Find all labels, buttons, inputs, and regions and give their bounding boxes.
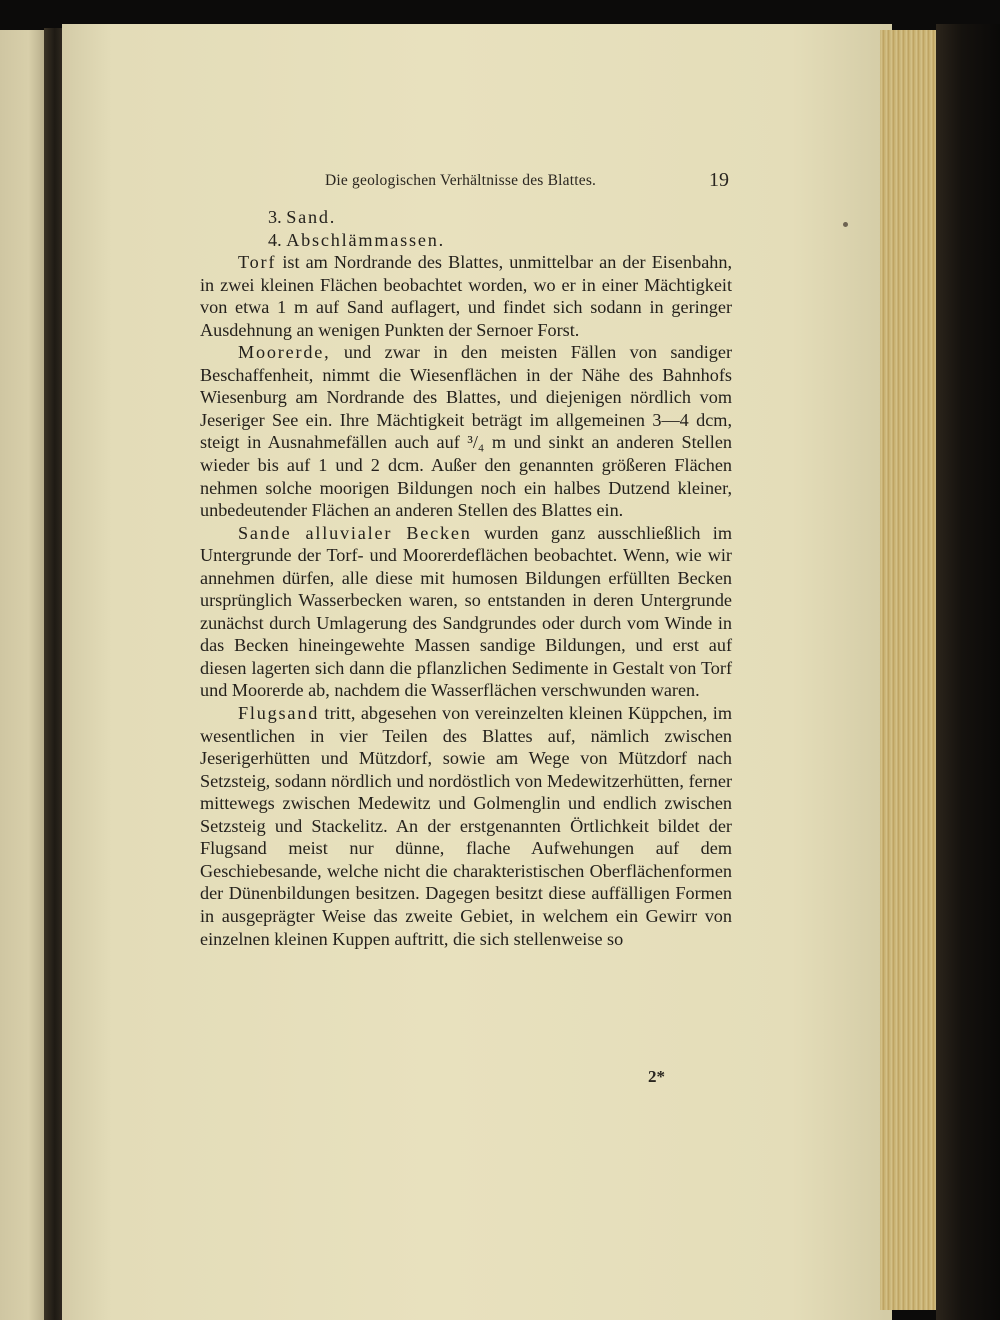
page-block-edge xyxy=(880,30,942,1310)
paragraph-flugsand xyxy=(200,702,732,950)
paragraph-lead: Flugsand xyxy=(238,703,320,724)
list-item xyxy=(200,229,732,252)
list-item-label: Abschlämmassen. xyxy=(286,229,446,250)
list-item-number: 4. xyxy=(268,229,282,250)
paragraph-moorerde xyxy=(200,341,732,521)
paragraph-torf xyxy=(200,251,732,341)
paragraph-lead: Moorerde, xyxy=(238,342,331,363)
signature-mark: 2* xyxy=(648,1067,665,1086)
paragraph-sande xyxy=(200,522,732,702)
paragraph-text: und zwar in den meisten Fällen von sandiger Beschaffenheit, nimmt die Wiesenflächen in der Nähe des Bahnhofs Wiesenburg am Nordrande des Blattes, und diejenigen nördlich vom Jeseriger See ein. Ihre Mächtigkeit beträgt im allgemeinen 3—4 dcm, steigt in Ausnahmefällen auch auf ³/₄ m und sinkt an anderen Stellen wieder bis auf 1 und 2 dcm. Außer den genannten größeren Flächen nehmen solche moorigen Bildungen noch ein halbes Dutzend kleiner, unbedeutender Flächen an anderen Stellen des Blattes ein. xyxy=(200,342,732,521)
running-title: Die geologischen Verhältnisse des Blattes. xyxy=(325,172,597,189)
page-body xyxy=(200,206,732,950)
list-item-number: 3. xyxy=(268,207,282,227)
list-item xyxy=(200,206,732,229)
cover-shadow xyxy=(936,24,1000,1320)
paragraph-text: tritt, abgesehen von vereinzelten kleinen Küppchen, im wesentlichen in vier Teilen des Blattes auf, nämlich zwischen Jeserigerhütten und Mützdorf, sowie am Wege von Mützdorf nach Setzsteig, sodann nördlich und nordöstlich von Medewitzerhütten, ferner mittewegs zwischen Medewitz und Golmenglin und endlich zwischen Setzsteig und Stackelitz. An der erstgenannten Örtlichkeit bildet der Flugsand meist nur dünne, flache Aufwehungen auf dem Geschiebesande, welche nicht die charakteristischen Oberflächenformen der Dünenbildungen besitzen. Dagegen besitzt diese auffälligen Formen in ausgeprägter Weise das zweite Gebiet, in welchem ein Gewirr von einzelnen kleinen Kuppen auftritt, die sich stellenweise so xyxy=(200,703,732,949)
paragraph-text: ist am Nordrande des Blattes, unmittelbar an der Eisenbahn, in zwei kleinen Flächen beobachtet worden, wo er in einer Mächtigkeit von etwa 1 m auf Sand auflagert, und findet sich sodann in geringer Ausdehnung an wenigen Punkten der Sernoer Forst. xyxy=(200,252,732,340)
page-header xyxy=(325,169,731,194)
paper-speck xyxy=(843,222,848,227)
page-number: 19 xyxy=(709,169,729,191)
paragraph-text: wurden ganz ausschließlich im Untergrunde der Torf- und Moorerdeflächen beobachtet. Wenn, wie wir annehmen dürfen, alle diese mit humosen Bildungen erfüllten Becken ursprünglich Wasserbecken waren, so entstanden in deren Untergrunde zunächst durch Umlagerung des Sandgrundes oder durch vom Winde in das Becken hineingewehte Massen sandige Bildungen, und erst auf diesen lagerten sich dann die pflanzlichen Sedimente in Gestalt von Torf und Moorerde ab, nachdem die Wasserflächen verschwunden waren. xyxy=(200,522,732,701)
paragraph-lead: Sande alluvialer Becken xyxy=(238,522,472,543)
paragraph-lead: Torf xyxy=(238,252,277,273)
list-item-label: Sand. xyxy=(286,207,337,227)
